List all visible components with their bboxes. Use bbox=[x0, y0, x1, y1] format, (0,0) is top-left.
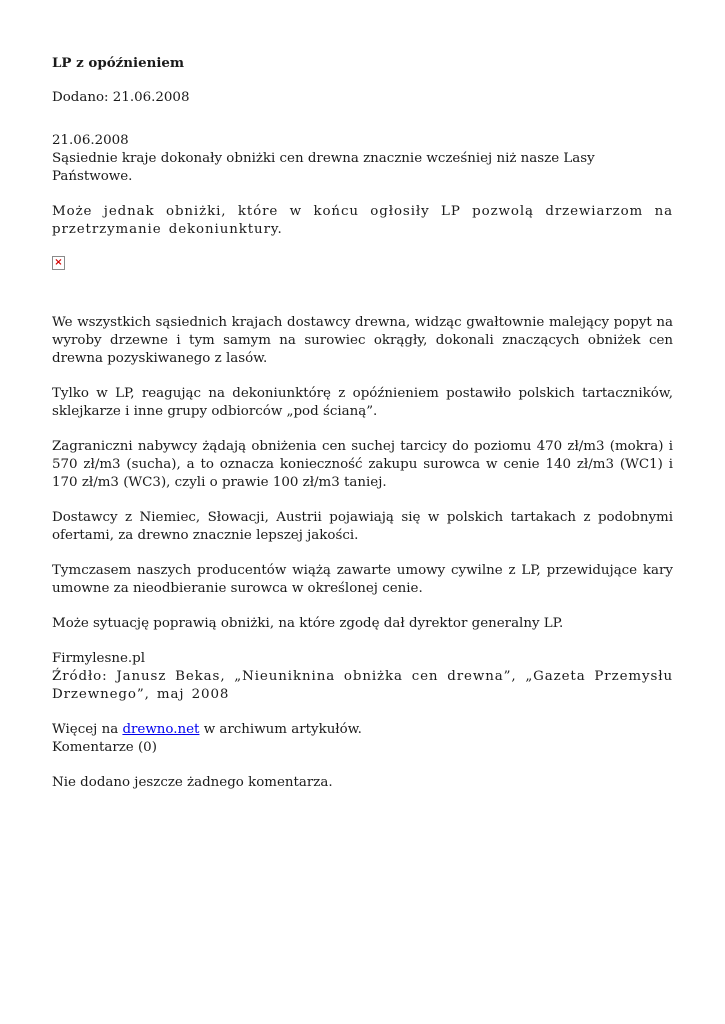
article-paragraph: Zagraniczni nabywcy żądają obniżenia cen suchej tarcicy do poziomu 470 zł/m3 (mokra) i 570 zł/m3 (sucha), a to oznacza konieczność zakupu surowca w cenie 140 zł/m3 (WC1) i 170 zł/m3 (WC3), czyli o prawie 100 zł/m3 taniej. bbox=[52, 439, 673, 490]
article-lead: Sąsiednie kraje dokonały obniżki cen drewna znacznie wcześniej niż nasze Lasy Państwowe. bbox=[52, 151, 595, 184]
drewno-net-link[interactable]: drewno.net bbox=[122, 722, 200, 737]
more-prefix: Więcej na bbox=[52, 722, 123, 737]
article-title: LP z opóźnieniem bbox=[52, 55, 185, 71]
article-lead-2: Może jednak obniżki, które w końcu ogłosiły LP pozwolą drzewiarzom na przetrzymanie dekoniunktury. bbox=[52, 204, 673, 237]
source-citation: Źródło: Janusz Bekas, „Nieuniknina obniżka cen drewna”, „Gazeta Przemysłu Drzewnego”, maj 2008 bbox=[52, 669, 673, 702]
added-date: Dodano: 21.06.2008 bbox=[52, 90, 190, 105]
more-info-line bbox=[52, 721, 673, 739]
article-date: 21.06.2008 bbox=[52, 133, 129, 148]
no-comments-text: Nie dodano jeszcze żadnego komentarza. bbox=[52, 775, 333, 790]
article-paragraph: Tymczasem naszych producentów wiążą zawarte umowy cywilne z LP, przewidujące kary umowne za nieodbieranie surowca w określonej cenie. bbox=[52, 563, 673, 596]
article-paragraph: Dostawcy z Niemiec, Słowacji, Austrii pojawiają się w polskich tartakach z podobnymi ofertami, za drewno znacznie lepszej jakości. bbox=[52, 510, 673, 543]
source-site: Firmylesne.pl bbox=[52, 651, 145, 666]
comments-heading: Komentarze (0) bbox=[52, 740, 157, 755]
broken-image-icon: × bbox=[52, 256, 65, 270]
article-container bbox=[52, 54, 673, 792]
article-paragraph: Może sytuację poprawią obniżki, na które zgodę dał dyrektor generalny LP. bbox=[52, 616, 564, 631]
article-paragraph: Tylko w LP, reagując na dekoniunktórę z opóźnieniem postawiło polskich tartaczników, sklejkarze i inne grupy odbiorców „pod ścianą”. bbox=[52, 386, 673, 419]
article-body bbox=[52, 314, 673, 792]
more-suffix: w archiwum artykułów. bbox=[199, 722, 362, 737]
article-paragraph: We wszystkich sąsiednich krajach dostawcy drewna, widząc gwałtownie malejący popyt na wyroby drzewne i tym samym na surowiec okrągły, dokonali znaczących obniżek cen drewna pozyskiwanego z lasów. bbox=[52, 315, 673, 366]
